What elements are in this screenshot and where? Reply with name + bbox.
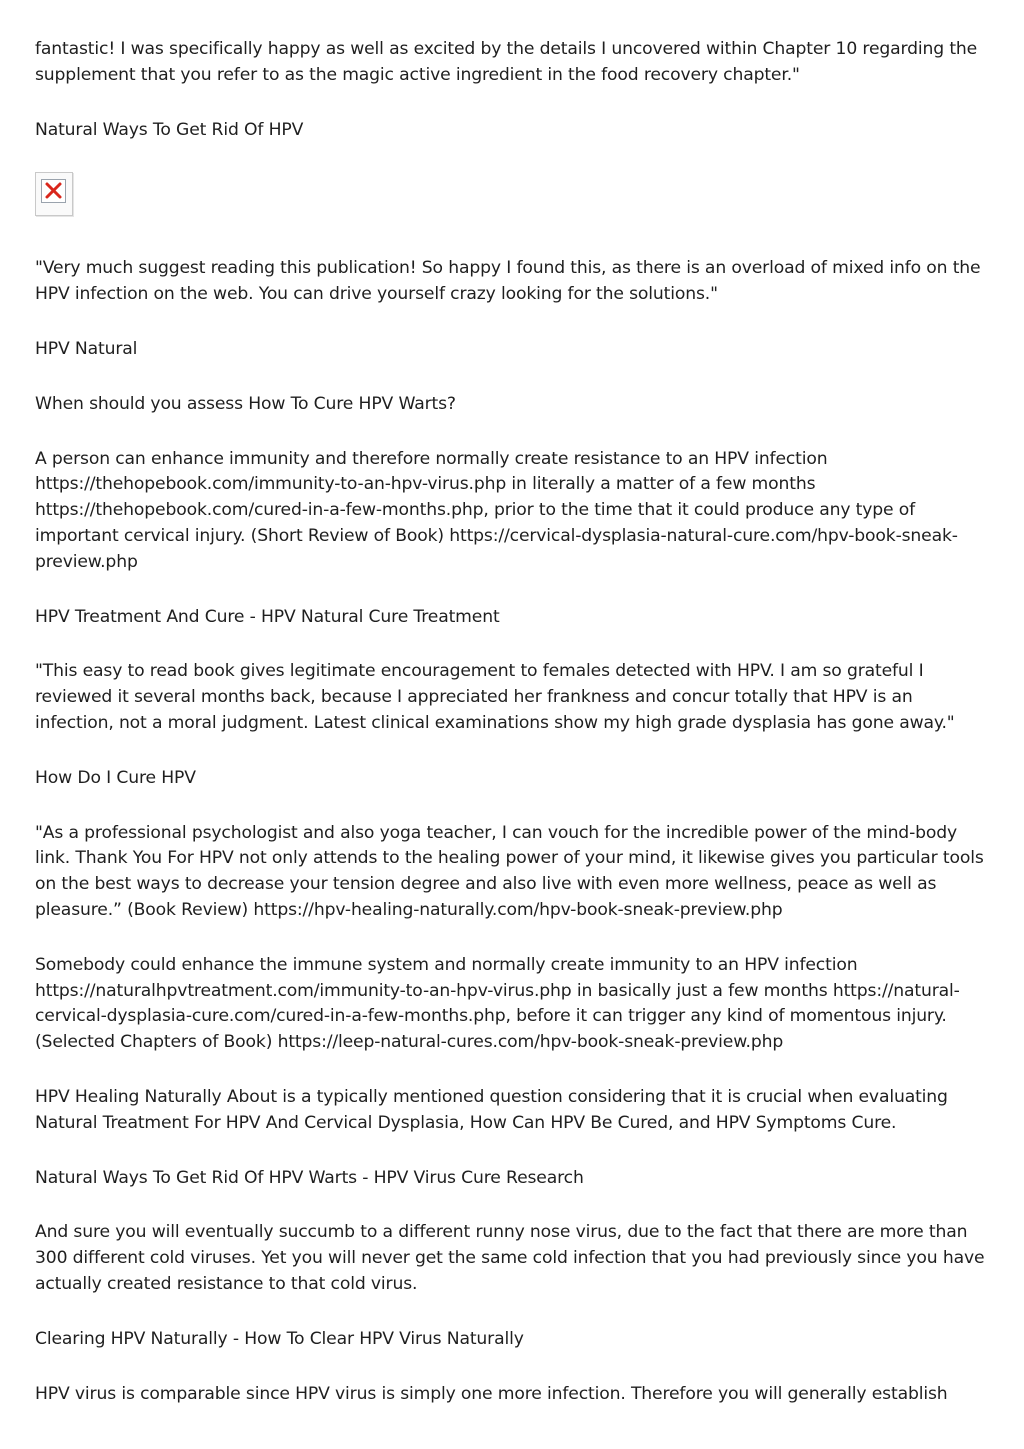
heading-when-assess: When should you assess How To Cure HPV Warts?: [35, 393, 456, 414]
paragraph-psychologist-quote: "As a professional psychologist and also yoga teacher, I can vouch for the incredible power of the mind-body link. Thank You For HPV not only attends to the healing power of your mind, it likewise gives you particular tools on the best ways to decrease your tension degree and also live with even more wellness, peace as well as pleasure.” (Book Review) https://hpv-healing-naturally.com/hpv-book-sneak-preview.php: [35, 822, 984, 920]
heading-warts-research: Natural Ways To Get Rid Of HPV Warts - HPV Virus Cure Research: [35, 1167, 584, 1188]
paragraph-cold-viruses: And sure you will eventually succumb to a different runny nose virus, due to the fact that there are more than 300 different cold viruses. Yet you will never get the same cold infection that you had previously since you have actually created resistance to that cold virus.: [35, 1222, 985, 1294]
heading-clearing-hpv: Clearing HPV Naturally - How To Clear HPV Virus Naturally: [35, 1328, 524, 1349]
paragraph-healing-naturally-about: HPV Healing Naturally About is a typically mentioned question considering that it is crucial when evaluating Natural Treatment For HPV And Cervical Dysplasia, How Can HPV Be Cured, and HPV Symptoms Cure.: [35, 1086, 948, 1133]
heading-natural-ways: Natural Ways To Get Rid Of HPV: [35, 119, 304, 140]
paragraph-enhance-immunity: A person can enhance immunity and therefore normally create resistance to an HPV infection https://thehopebook.com/immunity-to-an-hpv-virus.php in literally a matter of a few months https://thehopebook.com/cured-in-a-few-months.php, prior to the time that it could produce any type of important cervical injury. (Short Review of Book) https://cervical-dysplasia-natural-cure.com/hpv-book-sneak-preview.php: [35, 448, 958, 572]
document-body: [35, 37, 990, 1436]
heading-treatment-and-cure: HPV Treatment And Cure - HPV Natural Cure Treatment: [35, 606, 500, 627]
paragraph-comparable-infection: HPV virus is comparable since HPV virus is simply one more infection. Therefore you will generally establish: [35, 1383, 948, 1404]
heading-how-do-i-cure: How Do I Cure HPV: [35, 767, 196, 788]
broken-image: [35, 172, 73, 216]
paragraph-easy-read-quote: "This easy to read book gives legitimate encouragement to females detected with HPV. I am so grateful I reviewed it several months back, because I appreciated her frankness and concur totally that HPV is an infection, not a moral judgment. Latest clinical examinations show my high grade dysplasia has gone away.": [35, 661, 955, 733]
paragraph-immune-system: Somebody could enhance the immune system and normally create immunity to an HPV infection https://naturalhpvtreatment.com/immunity-to-an-hpv-virus.php in basically just a few months https://natural-cervical-dysplasia-cure.com/cured-in-a-few-months.php, before it can trigger any kind of momentous injury. (Selected Chapters of Book) https://leep-natural-cures.com/hpv-book-sneak-preview.php: [35, 954, 960, 1053]
broken-image-icon: [35, 172, 73, 216]
paragraph-intro-quote: fantastic! I was specifically happy as well as excited by the details I uncovered within Chapter 10 regarding the supplement that you refer to as the magic active ingredient in the food recovery chapter.": [35, 39, 978, 85]
heading-hpv-natural: HPV Natural: [35, 338, 138, 359]
paragraph-recommendation-quote: "Very much suggest reading this publication! So happy I found this, as there is an overload of mixed info on the HPV infection on the web. You can drive yourself crazy looking for the solutions.": [35, 258, 981, 305]
